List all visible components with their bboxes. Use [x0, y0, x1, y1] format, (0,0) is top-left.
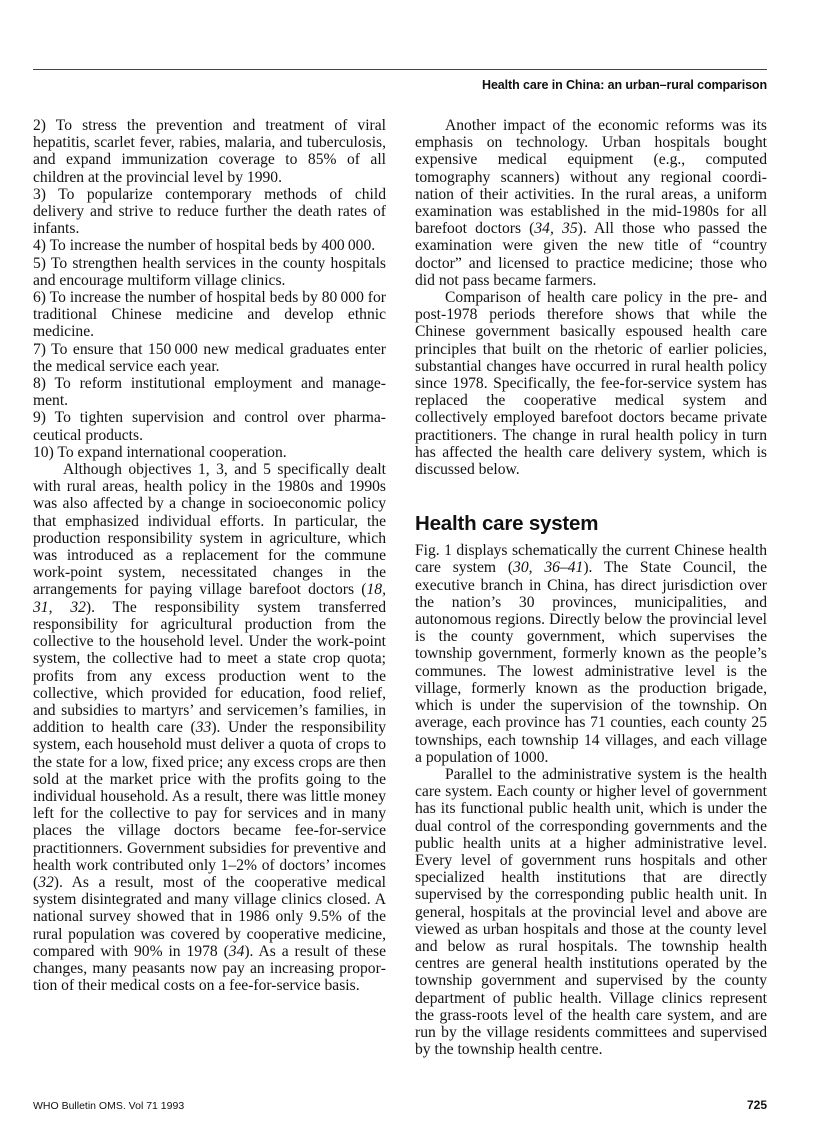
page-number: 725 [746, 1098, 767, 1112]
list-item: 5) To strengthen health services in the county hospitals and encourage multiform village clinics. [33, 254, 386, 289]
body-paragraph: Comparison of health care policy in the pre- and post-1978 periods therefore shows that while the Chinese government basically espoused health care principles that built on the rhetoric of earlier policies, substantial changes have occurred in rural health policy since 1978. Specifically, the fee-for-service system has replaced the cooperative medical system and collectively employed barefoot doctors became private practitioners. The change in rural health policy in turn has affected the health care delivery system, which is discussed below. [415, 289, 767, 479]
reference-citation: 33 [195, 719, 212, 737]
list-item: 7) To ensure that 150 000 new medical graduates enter the medical service each year. [33, 340, 386, 375]
body-paragraph: Another impact of the economic reforms was its emphasis on technology. Urban hospitals bought expensive medical equipment (e.g., computed tomography scanners) without any regional coordination of their activities. In the rural areas, a uniform examination was established in the mid-1980s for all barefoot doctors (34, 35). All those who passed the examination were given the new title of “country doctor” and licensed to practice medicine; those who did not pass became farmers. [415, 117, 767, 289]
section-heading: Health care system [415, 512, 599, 536]
header-rule [33, 69, 767, 70]
reference-citation: 34 [228, 942, 245, 960]
list-item: 4) To increase the number of hospital beds by 400 000. [33, 237, 376, 255]
list-item: 8) To reform institutional employment and management. [33, 375, 386, 410]
list-item: 9) To tighten supervision and control over pharmaceutical products. [33, 409, 386, 444]
running-title: Health care in China: an urban–rural comparison [482, 78, 767, 92]
journal-citation: WHO Bulletin OMS. Vol 71 1993 [33, 1100, 185, 1112]
reference-citation: 32 [38, 873, 54, 891]
list-item: 3) To popularize contemporary methods of child delivery and strive to reduce further the death rates of infants. [33, 185, 386, 238]
reference-citation: 30, 36–41 [513, 559, 584, 577]
body-paragraph: Fig. 1 displays schematically the current Chinese health care system (30, 36–41). The State Council, the executive branch in China, has direct jurisdiction over the nation’s 30 provinces, municipalities, and autonomous regions. Directly below the provincial level is the county government, which supervises the township government, formerly known as the people’s communes. The lowest administrative level is the village, formerly known as the production brigade, which is under the supervision of the township. On average, each province has 71 counties, each county 25 townships, each township 14 villages, and each village a population of 1000. [415, 542, 768, 766]
right-column [415, 117, 767, 1058]
body-paragraph: Although objectives 1, 3, and 5 specifically dealt with rural areas, health policy in the 1980s and 1990s was also affected by a change in socioeconomic policy that emphasized individual efforts. In particular, the production responsibility system in agriculture, which was introduced as a replacement for the commune work-point system, necessitated changes in the arrangements for paying village barefoot doctors (18, 31, 32). The responsibility system transferred responsibility for agricultural production from the collective to the household level. Under the work-point system, the collective had to meet a state crop quota; profits from any excess production went to the collective, which provided for education, food relief, and subsidies to martyrs’ and servicemen’s families, in addition to health care (33). Under the responsibility system, each household must deliver a quota of crops to the state for a low, fixed price; any excess crops are then sold at the market price with the profits going to the individual household. As a result, there was little money left for the collective to pay for services and in many places the village doctors became fee-for-service practitionners. Government subsidies for preventive and health work contributed only 1–2% of doctors’ incomes (32). As a result, most of the cooperative medical system disintegrated and many village clinics closed. A national survey showed that in 1986 only 9.5% of the rural population was covered by cooperative medicine, compared with 90% in 1978 (34). As a result of these changes, many peasants now pay an increasing proportion of their medical costs on a fee-for-service basis. [33, 461, 386, 995]
list-item: 10) To expand international cooperation. [33, 443, 287, 461]
reference-citation: 18, 31, 32 [33, 581, 386, 616]
left-column [33, 117, 386, 994]
list-item: 6) To increase the number of hospital beds by 80 000 for traditional Chinese medicine and develop ethnic medicine. [33, 289, 386, 341]
reference-citation: 34, 35 [534, 220, 578, 238]
list-item: 2) To stress the prevention and treatment of viral hepatitis, scarlet fever, rabies, malaria, and tuberculosis, and expand immunization coverage to 85% of all children at the provincial level by 1990. [33, 117, 386, 186]
body-paragraph: Parallel to the administrative system is the health care system. Each county or higher level of government has its functional public health unit, which is under the dual control of the corresponding governments and the public health units at a higher administrative level. Every level of government runs hospitals and other specialized health institutions that are directly supervised by the corresponding public health unit. In general, hospitals at the provincial level and above are viewed as urban hospitals and those at the county level and below as rural hospitals. The township health centres are general health institutions operated by the township government and supervised by the county department of public health. Village clinics represent the grass-roots level of the health care system, and are run by the village residents committees and supervised by the township health centre. [415, 765, 767, 1059]
